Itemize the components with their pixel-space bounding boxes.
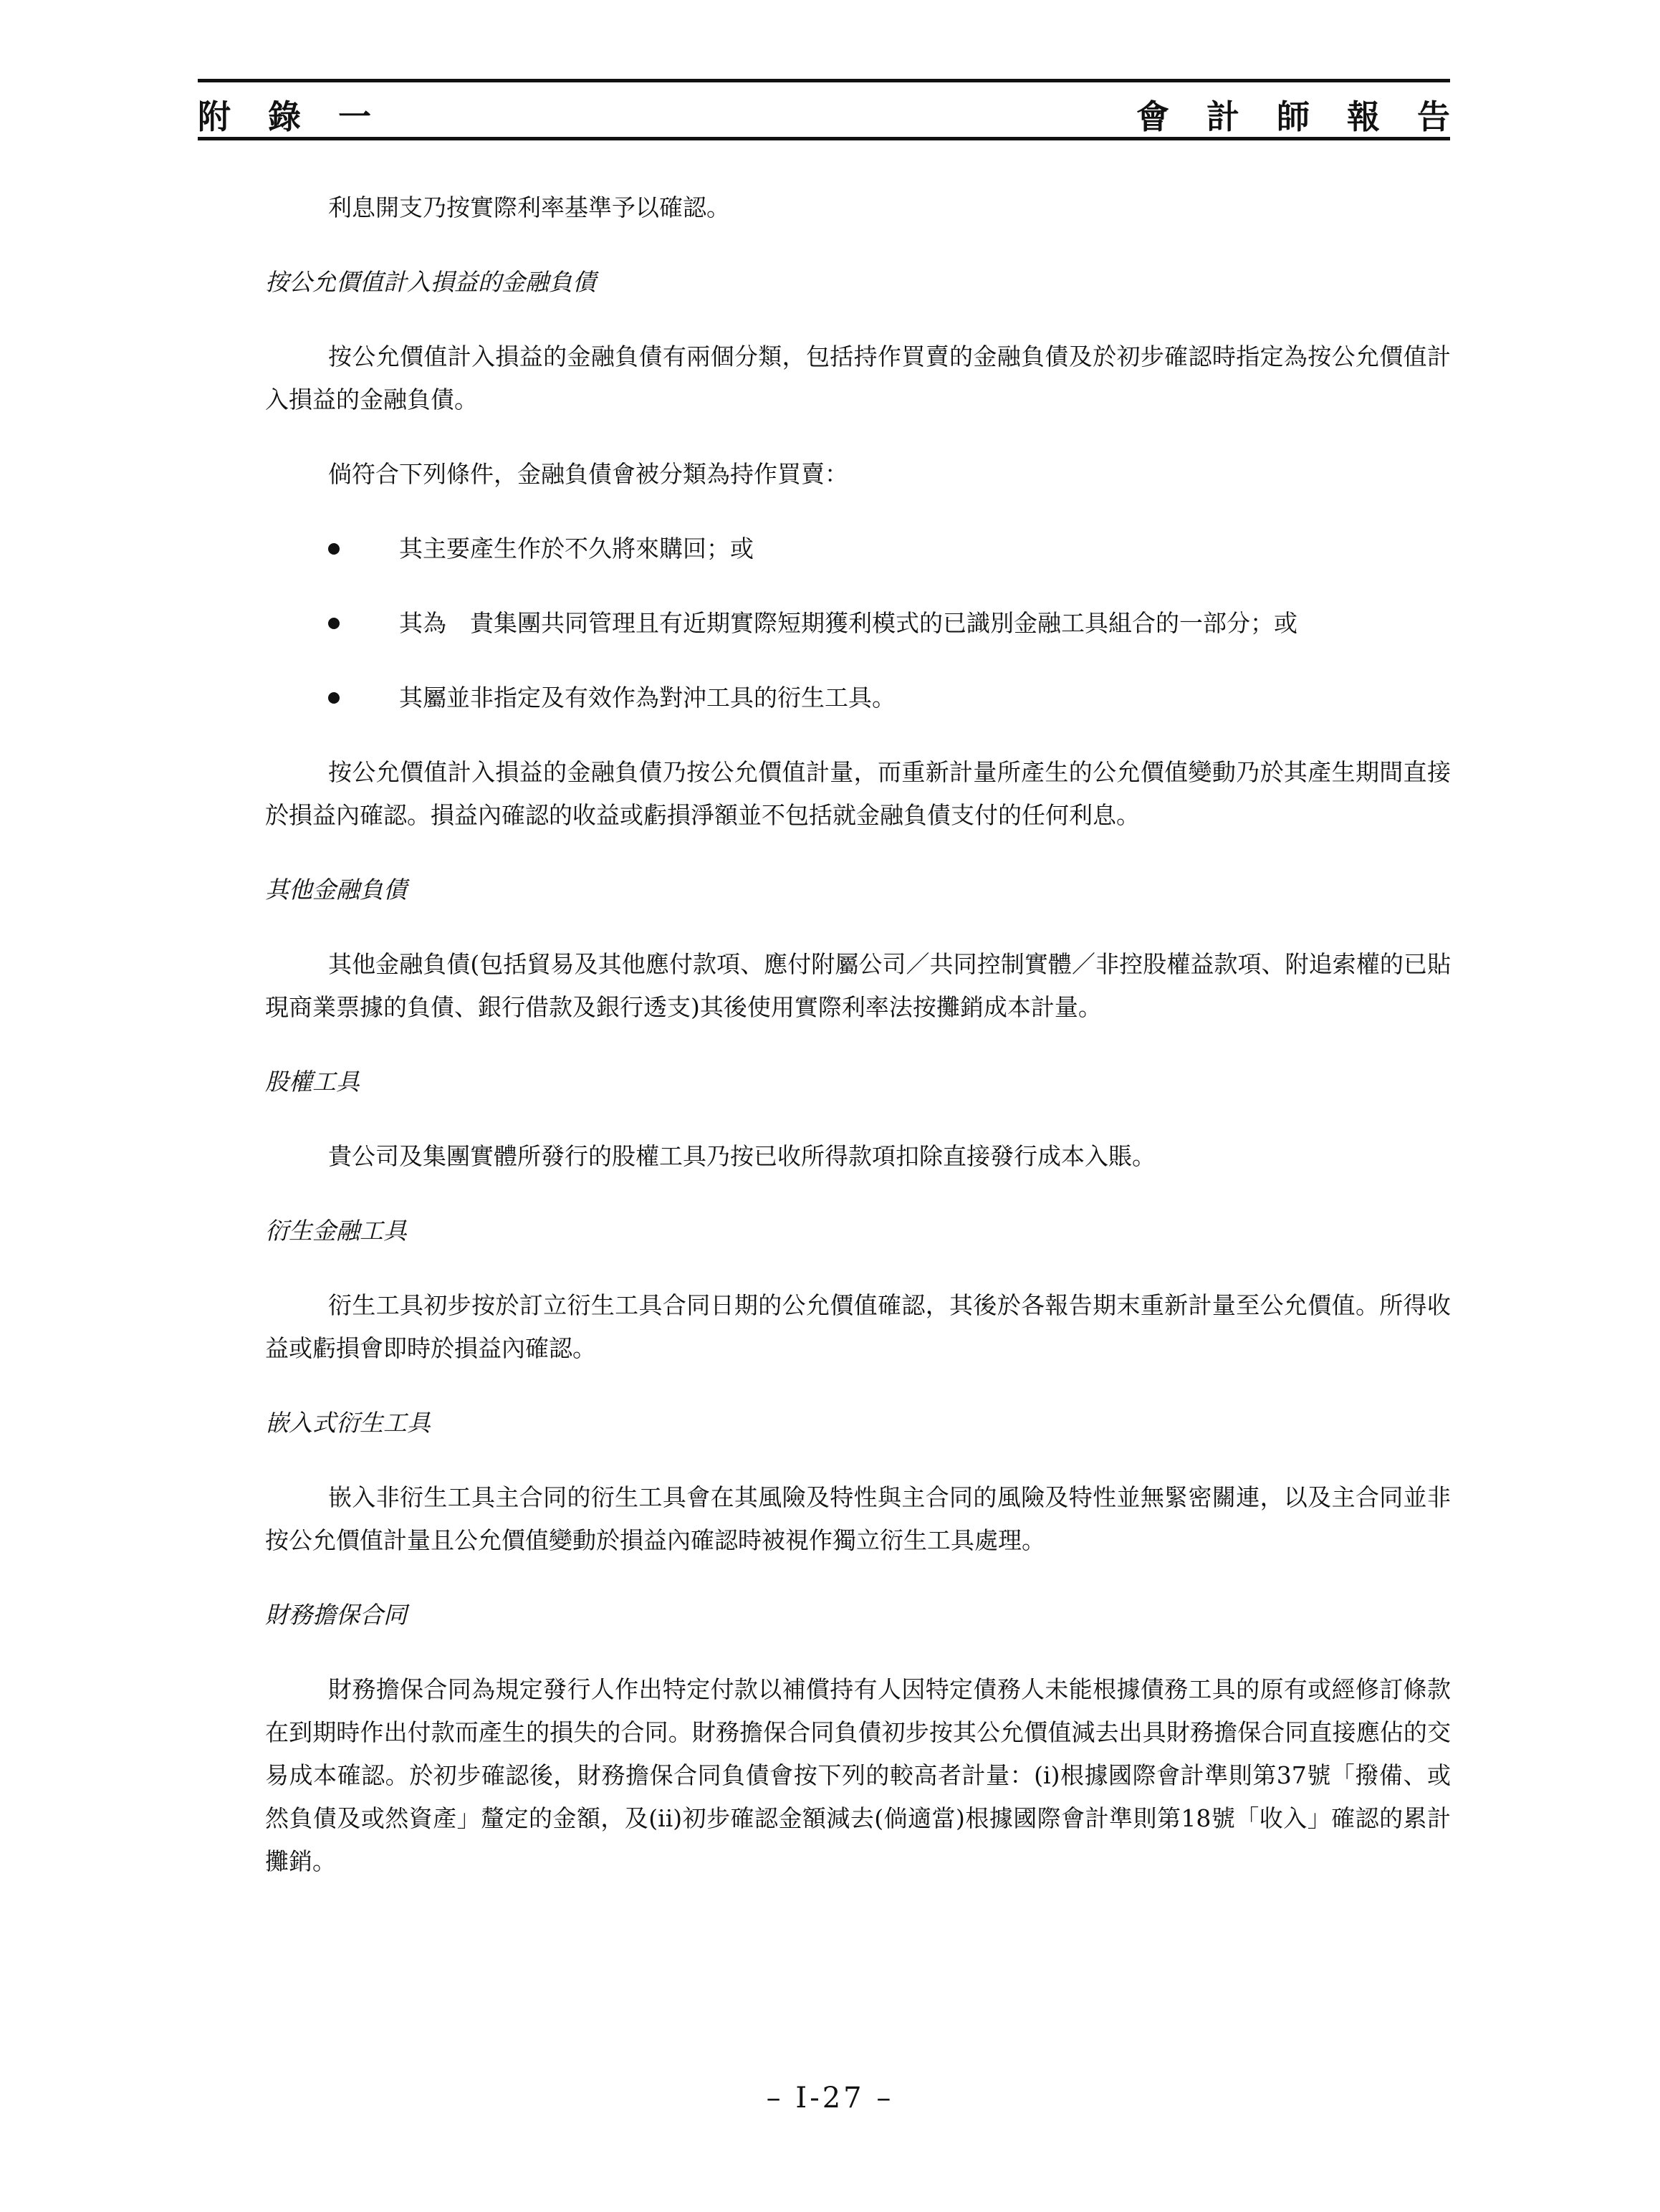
bullet-text: 其主要產生作於不久將來購回；或: [399, 535, 754, 562]
report-title: 會 計 師 報 告: [1136, 97, 1463, 136]
heading-derivatives: 衍生金融工具: [265, 1217, 407, 1245]
bullet-icon: [328, 618, 340, 629]
paragraph-financial-guarantee: 財務擔保合同為規定發行人作出特定付款以補償持有人因特定債務人未能根據債務工具的原有或經修訂條款在到期時作出付款而產生的損失的合同。財務擔保合同負債初步按其公允價值減去出具財務擔保合同直接應佔的交易成本確認。於初步確認後，財務擔保合同負債會按下列的較高者計量：(i)根據國際會計準則第37號「撥備、或然負債及或然資產」釐定的金額，及(ii)初步確認金額減去(倘適當)根據國際會計準則第18號「收入」確認的累計攤銷。: [265, 1675, 1451, 1875]
paragraph-other-liabilities: 其他金融負債(包括貿易及其他應付款項、應付附屬公司／共同控制實體／非控股權益款項、附追索權的已貼現商業票據的負債、銀行借款及銀行透支)其後使用實際利率法按攤銷成本計量。: [265, 950, 1451, 1021]
bullet-item: [265, 602, 1451, 645]
bullet-item: [265, 527, 1451, 570]
paragraph-fvtpl-categories: 按公允價值計入損益的金融負債有兩個分類，包括持作買賣的金融負債及於初步確認時指定為按公允價值計入損益的金融負債。: [265, 343, 1451, 413]
paragraph-held-for-trading: 倘符合下列條件，金融負債會被分類為持作買賣：: [328, 460, 848, 488]
paragraph-equity-instruments: 貴公司及集團實體所發行的股權工具乃按已收所得款項扣除直接發行成本入賬。: [328, 1142, 1156, 1170]
paragraph-fvtpl-measurement: 按公允價值計入損益的金融負債乃按公允價值計量，而重新計量所產生的公允價值變動乃於其產生期間直接於損益內確認。損益內確認的收益或虧損淨額並不包括就金融負債支付的任何利息。: [265, 758, 1451, 829]
heading-embedded-derivatives: 嵌入式衍生工具: [265, 1409, 431, 1437]
paragraph-interest-expense: 利息開支乃按實際利率基準予以確認。: [328, 193, 730, 221]
page-number: – I-27 –: [766, 2082, 894, 2115]
heading-fvtpl-liabilities: 按公允價值計入損益的金融負債: [265, 268, 596, 296]
page-header: [198, 79, 1463, 140]
paragraph-derivatives: 衍生工具初步按於訂立衍生工具合同日期的公允價值確認，其後於各報告期末重新計量至公允價值。所得收益或虧損會即時於損益內確認。: [265, 1291, 1451, 1362]
bullet-item: [265, 676, 1451, 719]
heading-other-liabilities: 其他金融負債: [265, 876, 407, 904]
heading-equity-instruments: 股權工具: [265, 1068, 360, 1096]
paragraph-embedded-derivatives: 嵌入非衍生工具主合同的衍生工具會在其風險及特性與主合同的風險及特性並無緊密關連，以及主合同並非按公允價值計量且公允價值變動於損益內確認時被視作獨立衍生工具處理。: [265, 1483, 1451, 1554]
bullet-icon: [328, 543, 340, 555]
heading-financial-guarantee: 財務擔保合同: [265, 1601, 407, 1629]
page-body: [265, 186, 1451, 1915]
bullet-text: 其為 貴集團共同管理且有近期實際短期獲利模式的已識別金融工具組合的一部分；或: [399, 609, 1297, 637]
bullet-icon: [328, 692, 340, 704]
appendix-label: 附 錄 一: [198, 97, 385, 136]
bullet-text: 其屬並非指定及有效作為對沖工具的衍生工具。: [399, 684, 896, 712]
